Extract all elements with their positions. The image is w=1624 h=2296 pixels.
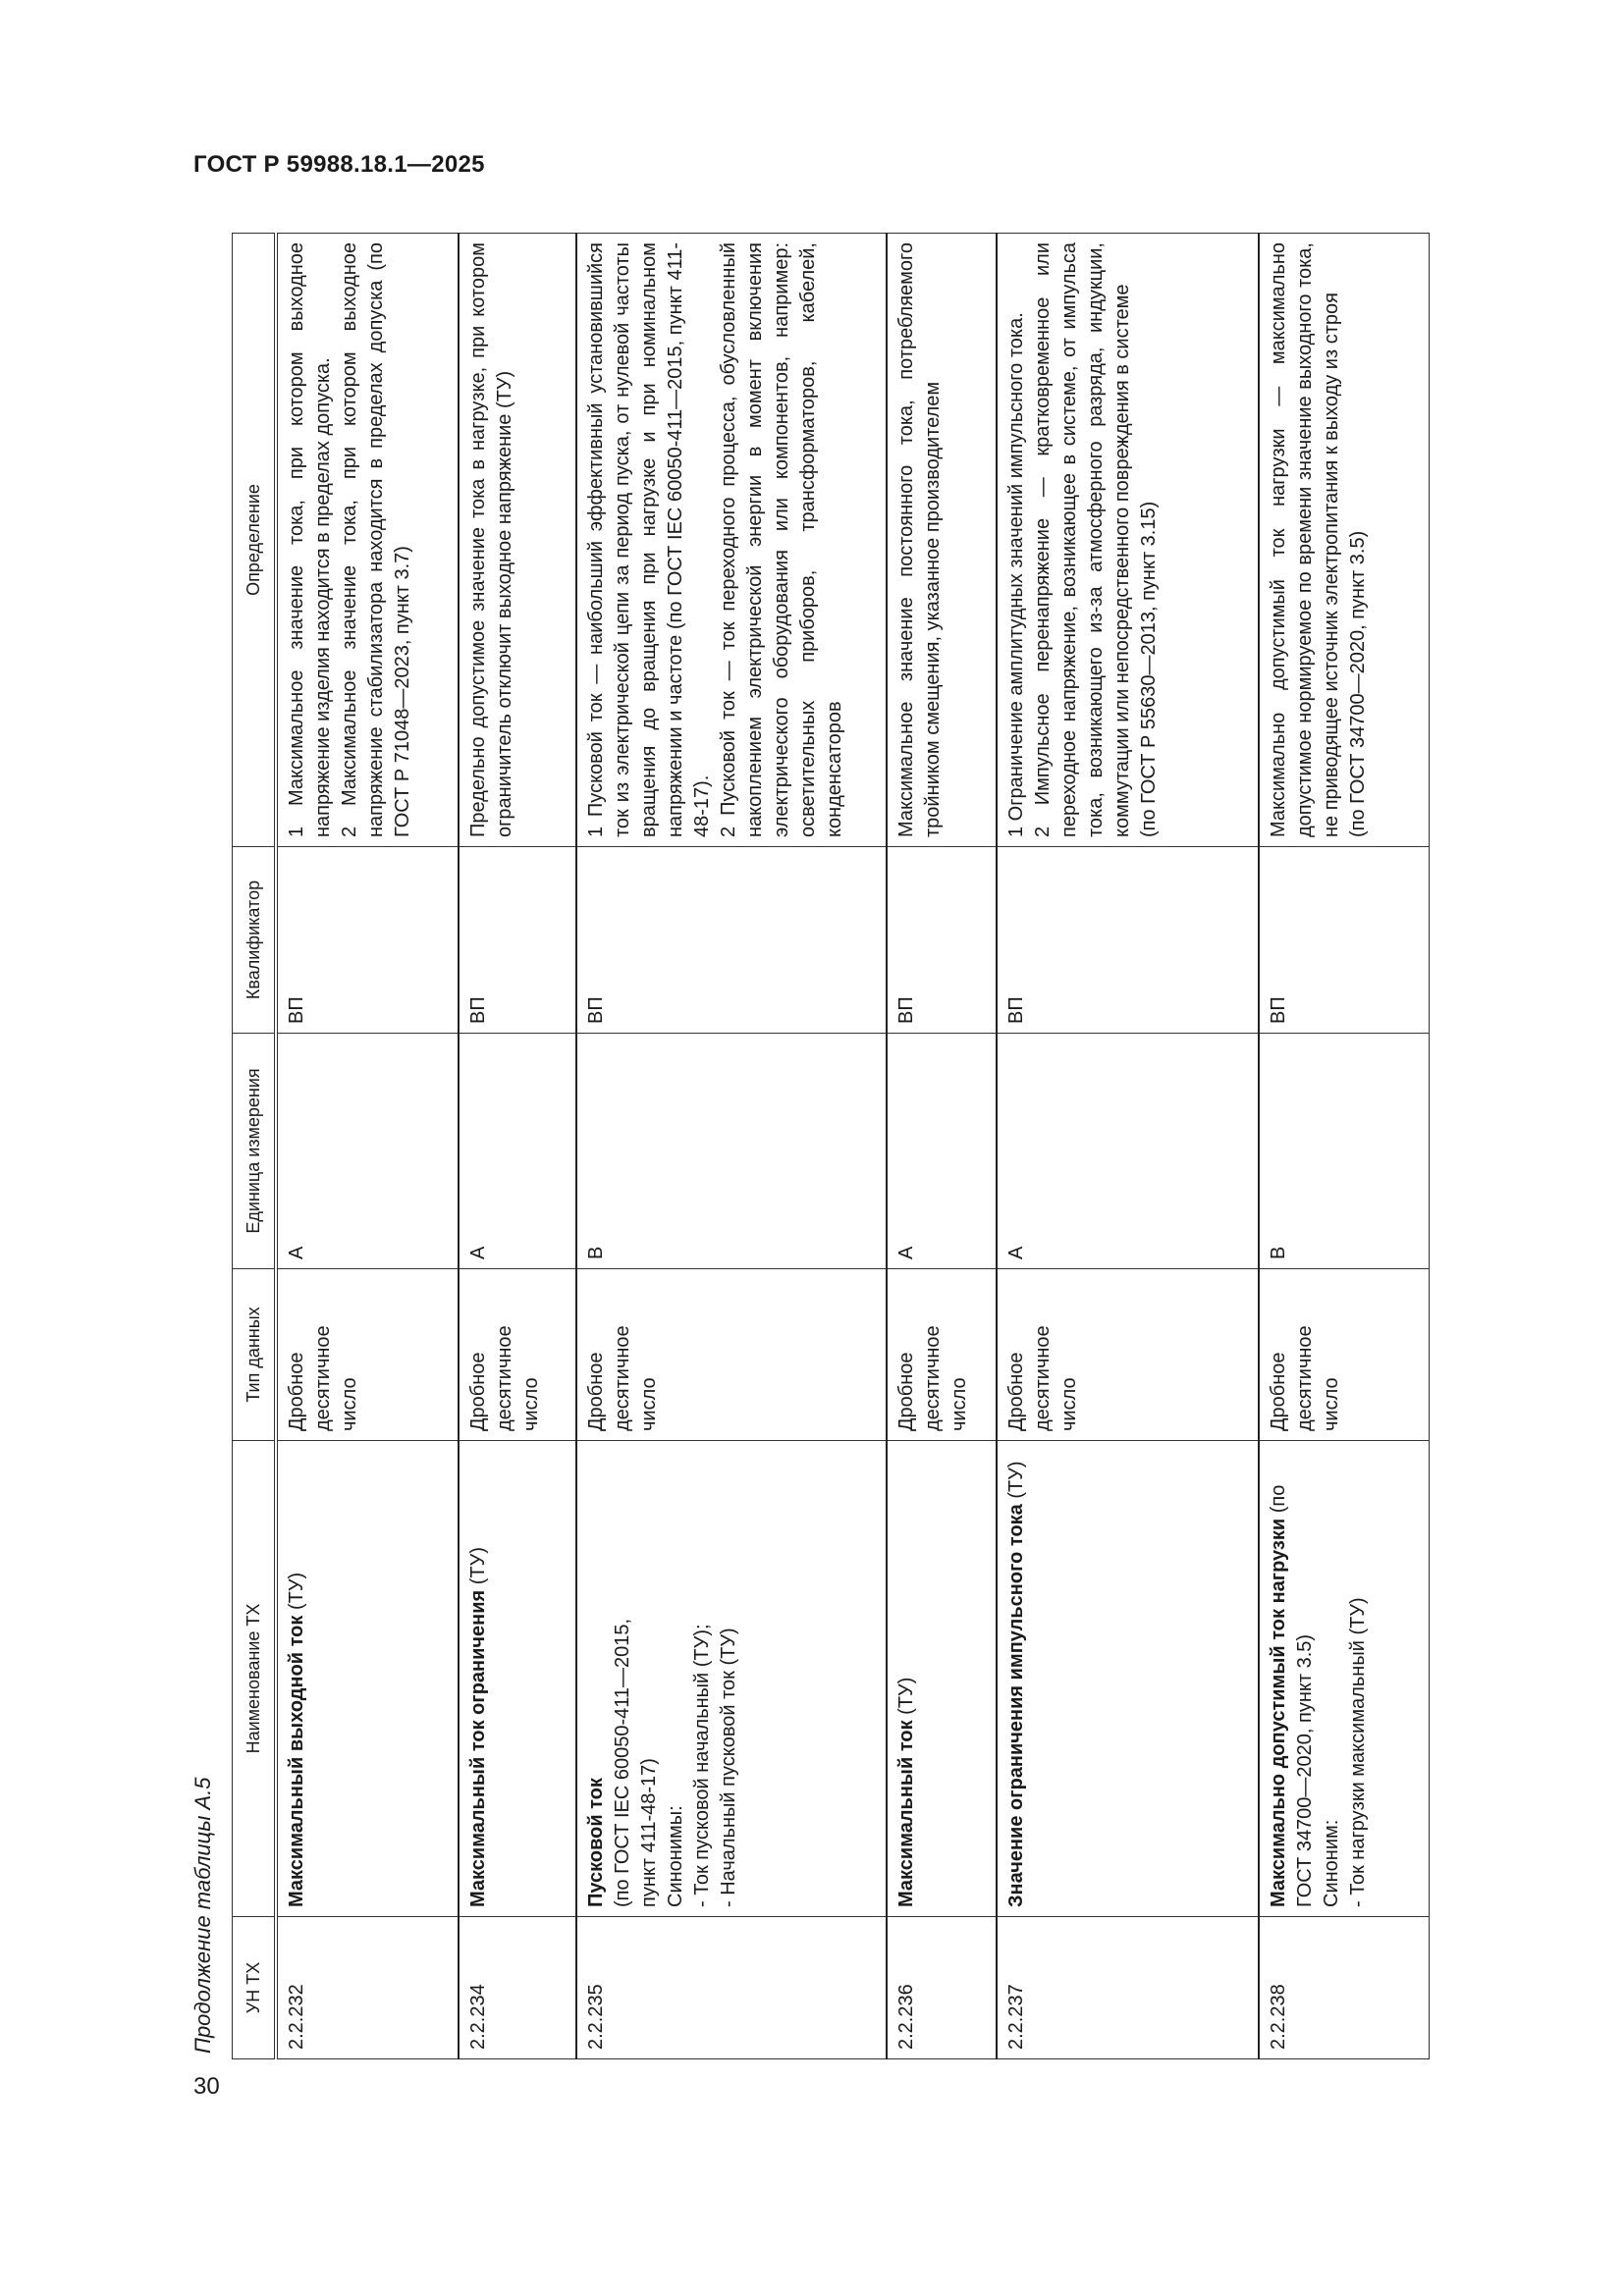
cell-unit: А	[459, 1034, 576, 1269]
data-type-line: десятичное	[312, 1325, 334, 1431]
document-header: ГОСТ Р 59988.18.1—2025	[193, 151, 485, 178]
cell-definition: 1 Ограничение амплитудных значений импульсного тока. 2 Импульсное перенапряжение — кратковременное или переходное напряжение, возникающее в системе, от импульса тока, возникающего из-за атмосферного разряда, индукции, коммутации или непосредственного повреждения в системе (по ГОСТ Р 55630—2013, пункт 3.15)	[997, 234, 1259, 847]
cell-unit: В	[1259, 1034, 1429, 1269]
data-type-line: Дробное	[1005, 1352, 1028, 1431]
data-type-line: десятичное	[1032, 1325, 1055, 1431]
name-extra-line: Синоним:	[1321, 1819, 1343, 1907]
cell-data-type	[887, 1269, 997, 1441]
page-number: 30	[193, 2073, 220, 2100]
name-bold: Максимальный выходной ток	[286, 1615, 307, 1907]
cell-name	[997, 1441, 1259, 1917]
cell-data-type	[276, 1269, 459, 1441]
cell-data-type	[459, 1269, 576, 1441]
data-type-line: десятичное	[493, 1325, 515, 1431]
name-bold: Максимальный ток	[894, 1720, 917, 1907]
table-row	[459, 234, 576, 2059]
table-caption: Продолжение таблицы А.5	[190, 1777, 215, 2054]
name-rest: (ТУ)	[466, 1546, 489, 1590]
name-extra-line: (по ГОСТ IEC 60050-411—2015,	[611, 1618, 633, 1907]
cell-definition: Предельно допустимое значение тока в нагрузке, при котором ограничитель отключит выходное напряжение (ТУ)	[459, 234, 576, 847]
cell-qualifier: ВП	[576, 847, 887, 1034]
data-type-line: Дробное	[466, 1352, 489, 1431]
column-header: Единица измерения	[233, 1034, 277, 1269]
data-table	[232, 233, 1430, 2059]
cell-name	[576, 1441, 887, 1917]
cell-qualifier: ВП	[1259, 847, 1429, 1034]
cell-name	[459, 1441, 576, 1917]
cell-id: 2.2.238	[1259, 1917, 1429, 2059]
name-bold: Максимальный ток ограничения	[466, 1589, 489, 1907]
column-header: Тип данных	[233, 1269, 277, 1441]
data-type-line: Дробное	[1268, 1352, 1290, 1431]
table-row	[276, 234, 459, 2059]
cell-definition: 1 Максимальное значение тока, при котором выходное напряжение изделия находится в пределах допуска. 2 Максимальное значение тока, при котором выходное напряжение стабилизатора находится в пределах допуска (по ГОСТ Р 71048—2023, пункт 3.7)	[276, 234, 459, 847]
cell-qualifier: ВП	[887, 847, 997, 1034]
table-body	[276, 234, 1430, 2059]
column-header: Определение	[233, 234, 277, 847]
column-header: УН ТХ	[233, 1917, 277, 2059]
data-type-line: десятичное	[1294, 1325, 1317, 1431]
cell-unit: А	[887, 1034, 997, 1269]
name-bold: Значение ограничения импульсного тока	[1005, 1504, 1028, 1907]
name-extra-line: - Ток пусковой начальный (ТУ);	[690, 1624, 713, 1907]
data-type-line: число	[519, 1377, 542, 1431]
table-row	[887, 234, 997, 2059]
cell-id: 2.2.237	[997, 1917, 1259, 2059]
cell-unit: А	[276, 1034, 459, 1269]
cell-unit: А	[997, 1034, 1259, 1269]
name-extra-line: пункт 411-48-17)	[637, 1758, 660, 1907]
cell-qualifier: ВП	[997, 847, 1259, 1034]
data-type-line: число	[947, 1377, 970, 1431]
cell-data-type	[997, 1269, 1259, 1441]
table-row	[997, 234, 1259, 2059]
name-bold: Максимально допустимый ток нагрузки	[1268, 1518, 1290, 1907]
cell-data-type	[576, 1269, 887, 1441]
cell-definition: Максимальное значение постоянного тока, потребляемого тройником смещения, указанное производителем	[887, 234, 997, 847]
data-type-line: десятичное	[611, 1325, 633, 1431]
name-rest: (ТУ)	[1005, 1461, 1028, 1505]
data-type-line: число	[339, 1377, 360, 1431]
data-type-line: Дробное	[894, 1352, 917, 1431]
cell-id: 2.2.236	[887, 1917, 997, 2059]
name-bold: Пусковой ток	[584, 1778, 607, 1907]
cell-qualifier: ВП	[276, 847, 459, 1034]
table-row	[1259, 234, 1429, 2059]
cell-name	[887, 1441, 997, 1917]
data-type-line: десятичное	[921, 1325, 944, 1431]
cell-id: 2.2.234	[459, 1917, 576, 2059]
cell-definition: Максимально допустимый ток нагрузки — максимально допустимое нормируемое по времени значение выходного тока, не приводящее источник электропитания к выходу из строя (по ГОСТ 34700—2020, пункт 3.5)	[1259, 234, 1429, 847]
cell-definition: 1 Пусковой ток — наибольший эффективный установившийся ток из электрической цепи за период пуска, от нулевой частоты вращения до вращения при нагрузке и при номинальном напряжении и частоте (по ГОСТ IEC 60050-411—2015, пункт 411-48-17). 2 Пусковой ток — ток переходного процесса, обусловленный накоплением электрической энергии в момент включения электрического оборудования или компонентов, например: осветительных приборов, трансформаторов, кабелей, конденсаторов	[576, 234, 887, 847]
cell-name	[276, 1441, 459, 1917]
rotated-table-container	[232, 234, 1430, 2059]
column-header: Наименование ТХ	[233, 1441, 277, 1917]
cell-unit: В	[576, 1034, 887, 1269]
name-extra-line: Синонимы:	[664, 1805, 686, 1907]
cell-qualifier: ВП	[459, 847, 576, 1034]
cell-name	[1259, 1441, 1429, 1917]
data-type-line: число	[1058, 1377, 1081, 1431]
cell-id: 2.2.235	[576, 1917, 887, 2059]
data-type-line: Дробное	[286, 1352, 307, 1431]
name-rest: (ТУ)	[894, 1677, 917, 1721]
data-type-line: Дробное	[584, 1352, 607, 1431]
name-extra-line: - Ток нагрузки максимальный (ТУ)	[1347, 1597, 1370, 1907]
cell-data-type	[1259, 1269, 1429, 1441]
name-rest: (ТУ)	[286, 1572, 307, 1616]
name-extra-line: - Начальный пусковой ток (ТУ)	[717, 1628, 739, 1907]
column-header: Квалификатор	[233, 847, 277, 1034]
cell-id: 2.2.232	[276, 1917, 459, 2059]
data-type-line: число	[1321, 1377, 1343, 1431]
table-row	[576, 234, 887, 2059]
name-rest: (по ГОСТ 34700—2020, пункт 3.5)	[1268, 1484, 1317, 1907]
data-type-line: число	[637, 1377, 660, 1431]
table-header-row	[233, 234, 277, 2059]
